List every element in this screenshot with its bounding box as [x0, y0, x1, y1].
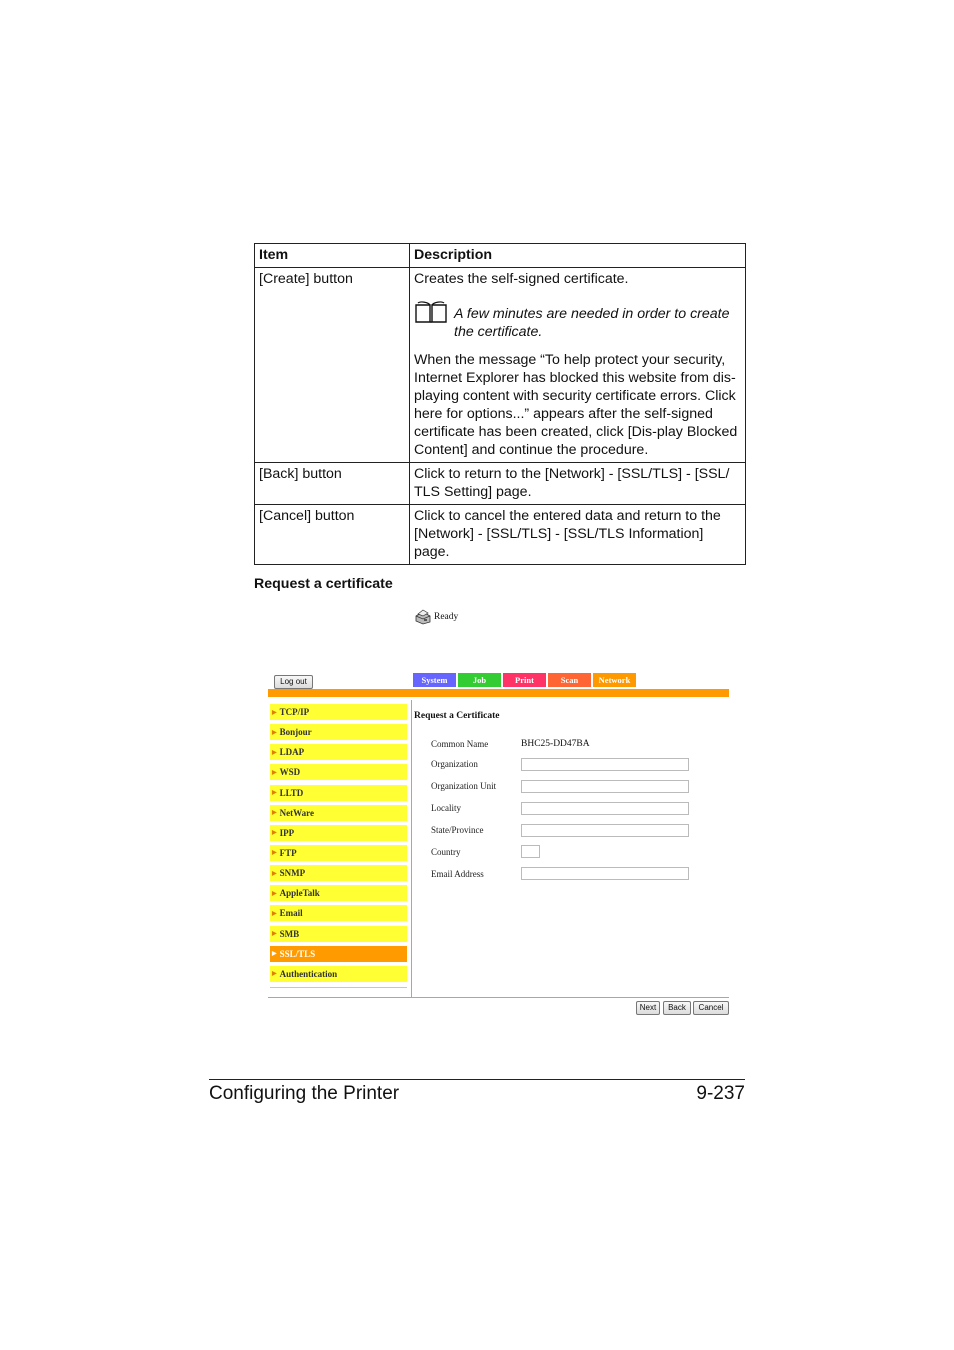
- nav-item-label: LDAP: [279, 747, 305, 758]
- note-text: A few minutes are needed in order to create the certificate.: [454, 306, 730, 340]
- nav-item-netware[interactable]: [270, 805, 407, 821]
- nav-item-tcpip[interactable]: [270, 704, 407, 720]
- nav-item-label: LLTD: [279, 787, 304, 798]
- nav-item-appletalk[interactable]: [270, 885, 407, 901]
- arrow-icon: ▶: [272, 971, 277, 978]
- section-heading: Request a certificate: [254, 576, 393, 592]
- arrow-icon: ▶: [272, 709, 277, 716]
- nav-divider: [270, 987, 407, 988]
- footer-title: Configuring the Printer: [209, 1083, 400, 1104]
- page-number: 9-237: [696, 1083, 745, 1104]
- arrow-icon: ▶: [272, 951, 277, 958]
- arrow-icon: ▶: [272, 890, 277, 897]
- organization-unit-input[interactable]: [521, 780, 689, 793]
- tab-bar: [413, 673, 638, 687]
- cancel-button[interactable]: Cancel: [693, 1001, 729, 1015]
- nav-item-bonjour[interactable]: [270, 724, 407, 740]
- cell-description: Click to cancel the entered data and return to the [Network] - [SSL/TLS] - [SSL/TLS Information] page.: [410, 505, 746, 565]
- table-row: [255, 463, 746, 505]
- nav-item-ipp[interactable]: [270, 825, 407, 841]
- nav-item-label: AppleTalk: [279, 888, 320, 899]
- header-bar: [268, 689, 729, 697]
- arrow-icon: ▶: [272, 769, 277, 776]
- tab-job[interactable]: Job: [458, 673, 501, 687]
- nav-item-label: SNMP: [279, 868, 306, 879]
- arrow-icon: ▶: [272, 729, 277, 736]
- arrow-icon: ▶: [272, 830, 277, 837]
- nav-item-label: SMB: [279, 928, 300, 939]
- nav-item-label: IPP: [279, 827, 295, 838]
- description-text: Creates the self-signed certificate.: [414, 271, 629, 287]
- nav-item-label: FTP: [279, 847, 297, 858]
- logout-button[interactable]: Log out: [274, 675, 313, 689]
- arrow-icon: ▶: [272, 910, 277, 917]
- nav-item-lltd[interactable]: [270, 785, 407, 801]
- nav-item-label: Bonjour: [279, 727, 312, 738]
- organization-label: Organization: [431, 759, 478, 769]
- nav-item-snmp[interactable]: [270, 865, 407, 881]
- locality-input[interactable]: [521, 802, 689, 815]
- description-table: [254, 243, 746, 565]
- form-title: Request a Certificate: [414, 711, 500, 721]
- arrow-icon: ▶: [272, 810, 277, 817]
- nav-item-smb[interactable]: [270, 926, 407, 942]
- nav-item-ssltls[interactable]: [270, 946, 407, 962]
- book-icon: [414, 300, 448, 324]
- content-divider: [411, 700, 412, 997]
- email-label: Email Address: [431, 869, 484, 879]
- cell-description: [410, 268, 746, 463]
- nav-item-ldap[interactable]: [270, 744, 407, 760]
- cell-item: [Cancel] button: [255, 505, 410, 565]
- tab-print[interactable]: Print: [503, 673, 546, 687]
- nav-item-label: NetWare: [279, 807, 314, 818]
- table-header-row: [255, 244, 746, 268]
- nav-item-authentication[interactable]: [270, 966, 407, 982]
- next-button[interactable]: Next: [636, 1001, 660, 1015]
- arrow-icon: ▶: [272, 790, 277, 797]
- arrow-icon: ▶: [272, 931, 277, 938]
- country-input[interactable]: [521, 845, 540, 858]
- organization-input[interactable]: [521, 758, 689, 771]
- nav-item-email[interactable]: [270, 905, 407, 921]
- state-input[interactable]: [521, 824, 689, 837]
- back-button[interactable]: Back: [663, 1001, 691, 1015]
- tab-system[interactable]: System: [413, 673, 456, 687]
- tab-scan[interactable]: Scan: [548, 673, 591, 687]
- cell-description: Click to return to the [Network] - [SSL/TLS] - [SSL/ TLS Setting] page.: [410, 463, 746, 505]
- footer-bar: [268, 997, 729, 998]
- cell-item: [Create] button: [255, 268, 410, 463]
- email-input[interactable]: [521, 867, 689, 880]
- nav-item-wsd[interactable]: [270, 764, 407, 780]
- table-row: [255, 505, 746, 565]
- country-label: Country: [431, 847, 461, 857]
- cell-item: [Back] button: [255, 463, 410, 505]
- left-nav: [270, 704, 407, 986]
- state-label: State/Province: [431, 825, 484, 835]
- arrow-icon: ▶: [272, 850, 277, 857]
- printer-icon: [414, 608, 432, 625]
- nav-item-label: TCP/IP: [279, 707, 310, 717]
- tab-network[interactable]: Network: [593, 673, 636, 687]
- nav-item-label: SSL/TLS: [279, 948, 316, 959]
- description-extra: When the message “To help protect your security, Internet Explorer has blocked this website from dis-playing content with security certificate errors. Click here for options...” appears after the self-signed certificate has been created, click [Dis-play Blocked Content] and continue the procedure.: [414, 352, 738, 458]
- table-row: [255, 268, 746, 463]
- nav-item-label: Authentication: [279, 968, 338, 979]
- locality-label: Locality: [431, 803, 461, 813]
- status-text: Ready: [434, 611, 459, 622]
- nav-item-ftp[interactable]: [270, 845, 407, 861]
- header-item: Item: [255, 244, 410, 268]
- status-area: [414, 608, 458, 625]
- nav-item-label: Email: [279, 908, 303, 919]
- organization-unit-label: Organization Unit: [431, 781, 497, 791]
- arrow-icon: ▶: [272, 749, 277, 756]
- note: [414, 300, 741, 341]
- nav-item-label: WSD: [279, 767, 301, 778]
- header-description: Description: [410, 244, 746, 268]
- common-name-label: Common Name: [431, 739, 489, 749]
- footer-rule: [209, 1079, 745, 1080]
- common-name-value: BHC25-DD47BA: [521, 739, 590, 749]
- arrow-icon: ▶: [272, 870, 277, 877]
